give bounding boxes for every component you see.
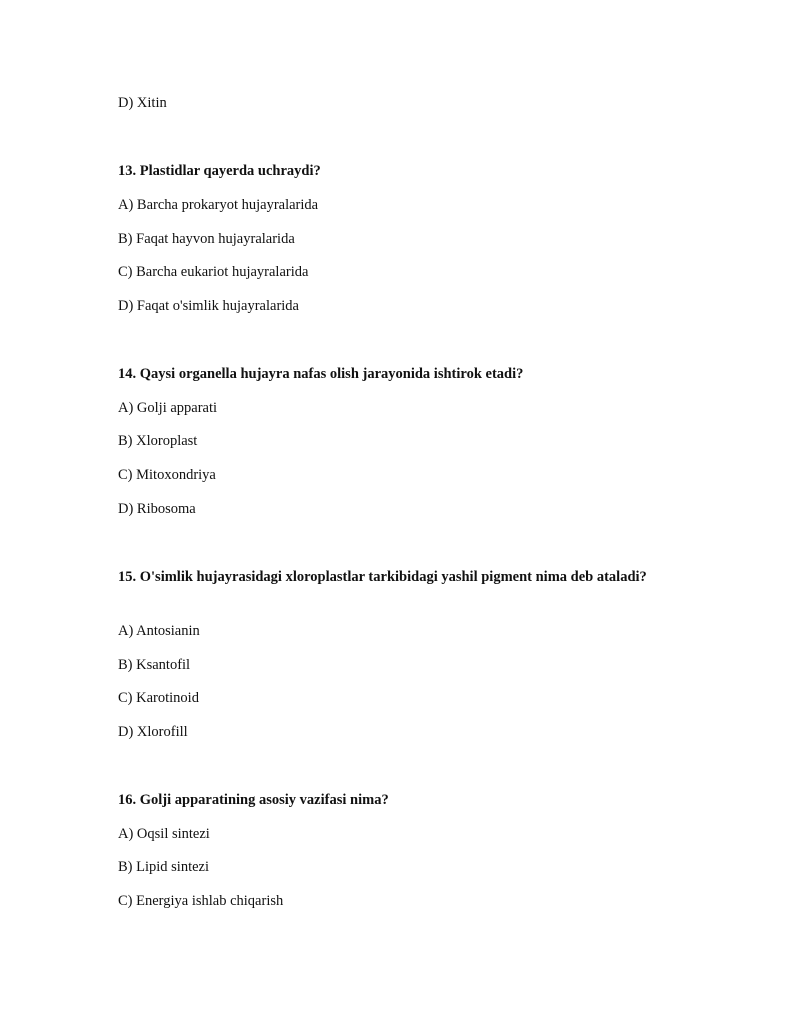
question-16-option-a: A) Oqsil sintezi <box>118 826 210 842</box>
question-15-option-a: A) Antosianin <box>118 623 200 639</box>
question-14-title: 14. Qaysi organella hujayra nafas olish jarayonida ishtirok etadi? <box>118 366 524 382</box>
question-16-option-b: B) Lipid sintezi <box>118 859 210 875</box>
question-14-option-b: B) Xloroplast <box>118 433 198 449</box>
question-16-option-c: C) Energiya ishlab chiqarish <box>118 893 284 909</box>
question-13-option-c: C) Barcha eukariot hujayralarida <box>118 264 309 280</box>
question-13-option-a: A) Barcha prokaryot hujayralarida <box>118 197 319 213</box>
question-13-title: 13. Plastidlar qayerda uchraydi? <box>118 163 321 179</box>
option-d-previous: D) Xitin <box>118 95 167 111</box>
question-15-option-c: C) Karotinoid <box>118 690 199 706</box>
question-15-title: 15. O'simlik hujayrasidagi xloroplastlar tarkibidagi yashil pigment nima deb ataladi? <box>118 569 647 585</box>
question-14-option-d: D) Ribosoma <box>118 501 196 517</box>
question-13-option-b: B) Faqat hayvon hujayralarida <box>118 231 295 247</box>
question-13-option-d: D) Faqat o'simlik hujayralarida <box>118 298 299 314</box>
question-15-option-d: D) Xlorofill <box>118 724 188 740</box>
question-14-option-a: A) Golji apparati <box>118 400 218 416</box>
question-16-title: 16. Golji apparatining asosiy vazifasi nima? <box>118 792 389 808</box>
question-15-option-b: B) Ksantofil <box>118 657 191 673</box>
question-14-option-c: C) Mitoxondriya <box>118 467 216 483</box>
